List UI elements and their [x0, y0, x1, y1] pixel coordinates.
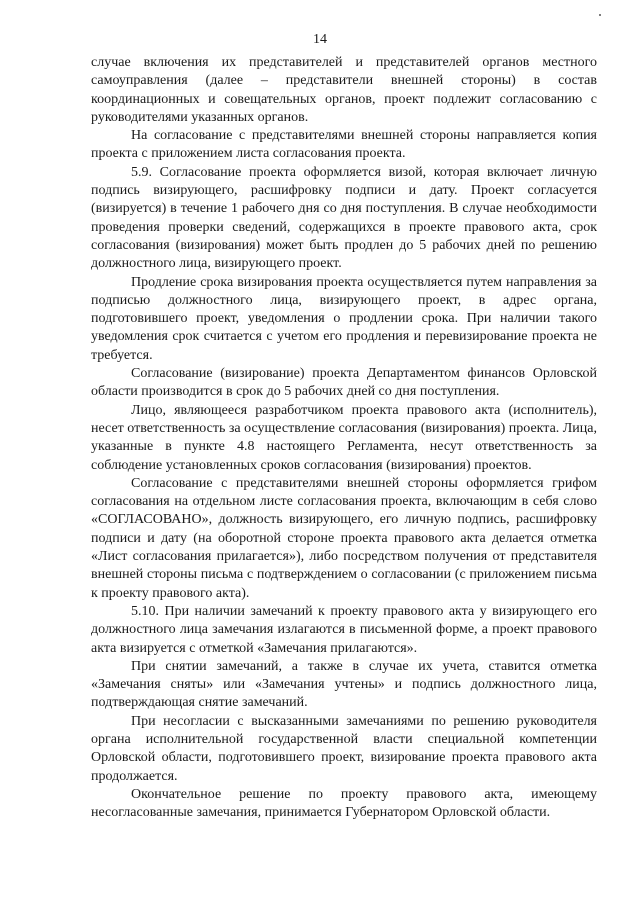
paragraph-11: Окончательное решение по проекту правового акта, имеющему несогласованные замечания, принимается Губернатором Орловской области. [91, 786, 597, 821]
paragraph-8: 5.10. При наличии замечаний к проекту правового акта у визирующего его должностного лица замечания излагаются в письменной форме, а проект правового акта визируется с отметкой «Замечания прилагаются». [91, 603, 597, 656]
body-text [91, 54, 597, 822]
paragraph-9: При снятии замечаний, а также в случае их учета, ставится отметка «Замечания сняты» или «Замечания учтены» и подпись должностного лица, подтверждающая снятие замечаний. [91, 658, 597, 711]
paragraph-7: Согласование с представителями внешней стороны оформляется грифом согласования на отдельном листе согласования проекта, включающим в себя слово «СОГЛАСОВАНО», должность визирующего, его личную подпись, расшифровку подписи и дату (на оборотной стороне проекта правового акта делается отметка «Лист согласования прилагается»), либо посредством получения от представителя внешней стороны письма с подтверждением о согласовании (с приложением письма к проекту правового акта). [91, 475, 597, 601]
paragraph-5: Согласование (визирование) проекта Департаментом финансов Орловской области производится в срок до 5 рабочих дней со дня поступления. [91, 366, 597, 400]
paragraph-3: 5.9. Согласование проекта оформляется визой, которая включает личную подпись визирующего, расшифровку подписи и дату. Проект согласуется (визируется) в течение 1 рабочего дня со дня поступления. В случае необходимости проведения проверки сведений, содержащихся в проекте правового акта, срок согласования (визирования) может быть продлен до 5 рабочих дней по решению должностного лица, визирующего проект. [91, 164, 597, 272]
paragraph-6: Лицо, являющееся разработчиком проекта правового акта (исполнитель), несет ответственность за осуществление согласования (визирования) проекта. Лица, указанные в пункте 4.8 настоящего Регламента, несут ответственность за соблюдение установленных сроков согласования (визирования) проектов. [91, 402, 597, 473]
paragraph-10: При несогласии с высказанными замечаниями по решению руководителя органа исполнительной государственной власти специальной компетенции Орловской области, подготовившего проект, визирование проекта правового акта продолжается. [91, 713, 597, 784]
paragraph-1: случае включения их представителей и представителей органов местного самоуправления (далее – представители внешней стороны) в состав координационных и совещательных органов, проект подлежит согласованию с руководителями указанных органов. [91, 55, 597, 125]
page-number: 14 [313, 32, 327, 47]
paragraph-4: Продление срока визирования проекта осуществляется путем направления за подписью должностного лица, визирующего проект, в адрес органа, подготовившего проект, уведомления о продлении срока. При наличии такого уведомления срок считается с учетом его продления и перевизирование проекта не требуется. [91, 274, 597, 363]
scan-mark [599, 14, 601, 16]
paragraph-2: На согласование с представителями внешней стороны направляется копия проекта с приложением листа согласования проекта. [91, 128, 597, 162]
